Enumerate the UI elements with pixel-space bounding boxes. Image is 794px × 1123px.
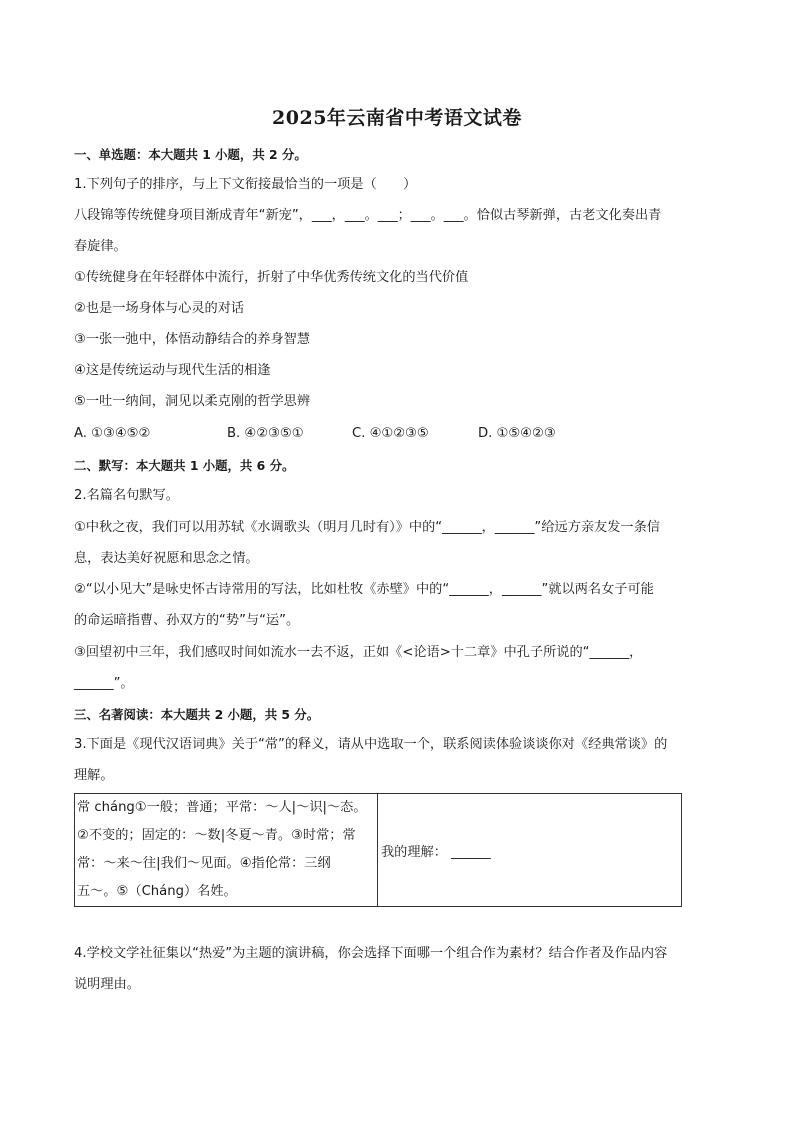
question-2-line-4: 的命运暗指曹、孙双方的“势”与“运”。: [74, 613, 300, 628]
question-4-line-2: 说明理由。: [74, 977, 140, 992]
question-2-line-1: ①中秋之夜，我们可以用苏轼《水调歌头（明月几时有）》中的“______，______”给远方亲友发一条信: [74, 520, 660, 535]
section-2-heading: 二、默写：本大题共 1 小题，共 6 分。: [74, 458, 295, 473]
question-1-stem: 1.下列句子的排序，与上下文衔接最恰当的一项是（ ）: [74, 177, 417, 192]
definition-line-1: 常 cháng①一般；普通；平常：～人|～识|～态。: [77, 800, 367, 815]
understanding-cell: [378, 794, 682, 907]
sentence-item-4: ④这是传统运动与现代生活的相逢: [74, 363, 271, 378]
question-3-line-1: 3.下面是《现代汉语词典》关于“常”的释义，请从中选取一个，联系阅读体验谈谈你对《经典常谈》的: [74, 737, 668, 752]
question-2-line-5: ③回望初中三年，我们感叹时间如流水一去不返，正如《<论语>十二章》中孔子所说的“______，: [74, 645, 643, 660]
definition-cell: [75, 794, 378, 907]
sentence-item-2: ②也是一场身体与心灵的对话: [74, 301, 245, 316]
definition-table: [74, 793, 682, 907]
question-3-line-2: 理解。: [74, 768, 114, 783]
sentence-item-1: ①传统健身在年轻群体中流行，折射了中华优秀传统文化的当代价值: [74, 270, 469, 285]
sentence-item-5: ⑤一吐一纳间，洞见以柔克刚的哲学思辨: [74, 394, 311, 409]
question-1-passage-line-1: 八段锦等传统健身项目渐成青年“新宠”，___，___。___；___。___。恰似古琴新弹，古老文化奏出青: [74, 208, 662, 223]
understanding-label: 我的理解：: [381, 844, 447, 860]
option-b: B. ④②③⑤①: [227, 426, 304, 441]
question-2-stem: 2.名篇名句默写。: [74, 488, 179, 503]
option-c: C. ④①②③⑤: [352, 426, 429, 441]
question-1-passage-line-2: 春旋律。: [74, 239, 127, 254]
sentence-item-3: ③一张一弛中，体悟动静结合的养身智慧: [74, 332, 311, 347]
page-title: 2025年云南省中考语文试卷: [272, 107, 522, 129]
definition-line-4: 五～。⑤（Cháng）名姓。: [77, 884, 237, 899]
section-3-heading: 三、名著阅读：本大题共 2 小题，共 5 分。: [74, 707, 320, 722]
definition-line-3: 常：～来～往|我们～见面。④指伦常：三纲: [77, 856, 331, 871]
question-2-line-2: 息，表达美好祝愿和思念之情。: [74, 551, 259, 566]
question-2-line-6: ______”。: [74, 676, 134, 691]
option-a: A. ①③④⑤②: [74, 426, 151, 441]
section-1-heading: 一、单选题：本大题共 1 小题，共 2 分。: [74, 147, 307, 162]
option-d: D. ①⑤④②③: [478, 426, 556, 441]
definition-line-2: ②不变的；固定的：～数|冬夏～青。③时常；常: [77, 828, 356, 843]
understanding-blank: ______: [451, 844, 491, 860]
question-4-line-1: 4.学校文学社征集以“热爱”为主题的演讲稿，你会选择下面哪一个组合作为素材？结合作者及作品内容: [74, 946, 668, 961]
question-2-line-3: ②“以小见大”是咏史怀古诗常用的写法，比如杜牧《赤壁》中的“______，______”就以两名女子可能: [74, 582, 654, 597]
